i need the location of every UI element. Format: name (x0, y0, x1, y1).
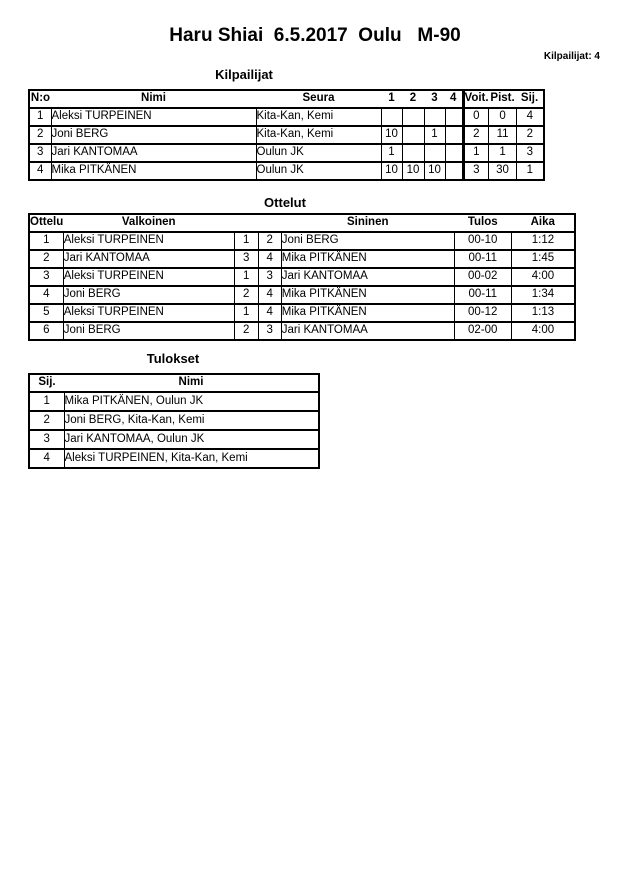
cell-voit: 2 (463, 126, 489, 144)
cell-pist: 1 (489, 144, 517, 162)
col-header-sij: Sij. (29, 374, 64, 392)
col-header-valkoinen: Valkoinen (63, 214, 234, 232)
cell-nimi: Mika PITKÄNEN (51, 162, 256, 180)
cell-white-number: 2 (234, 322, 258, 340)
table-header-row (29, 90, 544, 108)
col-header-seura: Seura (256, 90, 381, 108)
col-header-nimi: Nimi (51, 90, 256, 108)
cell-sininen: Mika PITKÄNEN (281, 250, 454, 268)
kilpailijat-table (28, 89, 545, 181)
cell-nimi: Jari KANTOMAA, Oulun JK (64, 430, 319, 449)
cell-score-4 (445, 108, 463, 126)
cell-aika: 1:45 (511, 250, 575, 268)
cell-voit: 1 (463, 144, 489, 162)
cell-match-no: 3 (29, 268, 63, 286)
cell-no: 4 (29, 162, 51, 180)
cell-blue-number: 3 (258, 322, 281, 340)
cell-white-number: 1 (234, 304, 258, 322)
cell-sij: 4 (29, 449, 64, 468)
cell-seura: Kita-Kan, Kemi (256, 126, 381, 144)
cell-sij: 1 (29, 392, 64, 411)
cell-sij: 2 (29, 411, 64, 430)
cell-match-no: 6 (29, 322, 63, 340)
col-header-sij: Sij. (517, 90, 544, 108)
cell-white-number: 3 (234, 250, 258, 268)
cell-score-3: 10 (424, 162, 445, 180)
cell-sij: 3 (517, 144, 544, 162)
col-header-bnum (258, 214, 281, 232)
cell-valkoinen: Joni BERG (63, 322, 234, 340)
table-row (29, 250, 575, 268)
cell-pist: 11 (489, 126, 517, 144)
cell-sij: 4 (517, 108, 544, 126)
table-row (29, 430, 319, 449)
cell-pist: 0 (489, 108, 517, 126)
cell-aika: 1:34 (511, 286, 575, 304)
table-row (29, 449, 319, 468)
cell-aika: 4:00 (511, 268, 575, 286)
cell-white-number: 1 (234, 268, 258, 286)
cell-pist: 30 (489, 162, 517, 180)
cell-nimi: Joni BERG (51, 126, 256, 144)
cell-aika: 1:12 (511, 232, 575, 250)
col-header-3: 3 (424, 90, 445, 108)
col-header-pist: Pist. (489, 90, 517, 108)
cell-blue-number: 4 (258, 286, 281, 304)
col-header-tulos: Tulos (454, 214, 511, 232)
cell-score-2 (402, 144, 424, 162)
competitors-count: Kilpailijat: 4 (543, 51, 600, 62)
cell-white-number: 1 (234, 232, 258, 250)
cell-sininen: Joni BERG (281, 232, 454, 250)
cell-match-no: 2 (29, 250, 63, 268)
col-header-ottelu: Ottelu (29, 214, 63, 232)
cell-tulos: 00-12 (454, 304, 511, 322)
cell-score-1: 10 (381, 162, 402, 180)
table-row (29, 108, 544, 126)
cell-score-3: 1 (424, 126, 445, 144)
table-row (29, 322, 575, 340)
col-header-aika: Aika (511, 214, 575, 232)
cell-nimi: Joni BERG, Kita-Kan, Kemi (64, 411, 319, 430)
cell-sininen: Mika PITKÄNEN (281, 304, 454, 322)
cell-match-no: 1 (29, 232, 63, 250)
cell-tulos: 02-00 (454, 322, 511, 340)
cell-blue-number: 3 (258, 268, 281, 286)
cell-score-1: 10 (381, 126, 402, 144)
cell-no: 2 (29, 126, 51, 144)
cell-aika: 1:13 (511, 304, 575, 322)
cell-sininen: Jari KANTOMAA (281, 322, 454, 340)
cell-score-1 (381, 108, 402, 126)
cell-tulos: 00-11 (454, 286, 511, 304)
table-row (29, 232, 575, 250)
cell-no: 3 (29, 144, 51, 162)
cell-score-4 (445, 144, 463, 162)
cell-score-4 (445, 126, 463, 144)
col-header-no: N:o (29, 90, 51, 108)
cell-valkoinen: Aleksi TURPEINEN (63, 304, 234, 322)
col-header-voit: Voit. (463, 90, 489, 108)
cell-valkoinen: Jari KANTOMAA (63, 250, 234, 268)
col-header-2: 2 (402, 90, 424, 108)
cell-seura: Kita-Kan, Kemi (256, 108, 381, 126)
table-row (29, 304, 575, 322)
cell-valkoinen: Aleksi TURPEINEN (63, 232, 234, 250)
cell-sininen: Jari KANTOMAA (281, 268, 454, 286)
cell-score-2: 10 (402, 162, 424, 180)
cell-blue-number: 4 (258, 250, 281, 268)
table-row (29, 411, 319, 430)
cell-nimi: Mika PITKÄNEN, Oulun JK (64, 392, 319, 411)
table-row (29, 286, 575, 304)
table-row (29, 392, 319, 411)
col-header-1: 1 (381, 90, 402, 108)
cell-tulos: 00-10 (454, 232, 511, 250)
cell-score-2 (402, 108, 424, 126)
col-header-wnum (234, 214, 258, 232)
cell-aika: 4:00 (511, 322, 575, 340)
table-row (29, 126, 544, 144)
table-header-row (29, 214, 575, 232)
cell-no: 1 (29, 108, 51, 126)
cell-score-4 (445, 162, 463, 180)
section-title-ottelut: Ottelut (264, 195, 306, 210)
cell-seura: Oulun JK (256, 162, 381, 180)
cell-score-3 (424, 144, 445, 162)
cell-sij: 3 (29, 430, 64, 449)
section-title-kilpailijat: Kilpailijat (215, 67, 273, 82)
col-header-sininen: Sininen (281, 214, 454, 232)
cell-match-no: 5 (29, 304, 63, 322)
cell-voit: 0 (463, 108, 489, 126)
cell-blue-number: 2 (258, 232, 281, 250)
cell-voit: 3 (463, 162, 489, 180)
cell-sij: 1 (517, 162, 544, 180)
cell-tulos: 00-11 (454, 250, 511, 268)
cell-score-3 (424, 108, 445, 126)
cell-score-1: 1 (381, 144, 402, 162)
tulokset-table (28, 373, 320, 469)
section-title-tulokset: Tulokset (146, 351, 200, 366)
table-row (29, 144, 544, 162)
cell-nimi: Aleksi TURPEINEN (51, 108, 256, 126)
cell-blue-number: 4 (258, 304, 281, 322)
cell-valkoinen: Joni BERG (63, 286, 234, 304)
cell-tulos: 00-02 (454, 268, 511, 286)
table-row (29, 268, 575, 286)
page-title: Haru Shiai 6.5.2017 Oulu M-90 (169, 25, 461, 46)
table-row (29, 162, 544, 180)
cell-valkoinen: Aleksi TURPEINEN (63, 268, 234, 286)
col-header-nimi: Nimi (64, 374, 319, 392)
cell-white-number: 2 (234, 286, 258, 304)
col-header-4: 4 (445, 90, 463, 108)
cell-seura: Oulun JK (256, 144, 381, 162)
cell-sij: 2 (517, 126, 544, 144)
ottelut-table (28, 213, 576, 341)
cell-match-no: 4 (29, 286, 63, 304)
cell-nimi: Jari KANTOMAA (51, 144, 256, 162)
cell-nimi: Aleksi TURPEINEN, Kita-Kan, Kemi (64, 449, 319, 468)
cell-score-2 (402, 126, 424, 144)
table-header-row (29, 374, 319, 392)
cell-sininen: Mika PITKÄNEN (281, 286, 454, 304)
